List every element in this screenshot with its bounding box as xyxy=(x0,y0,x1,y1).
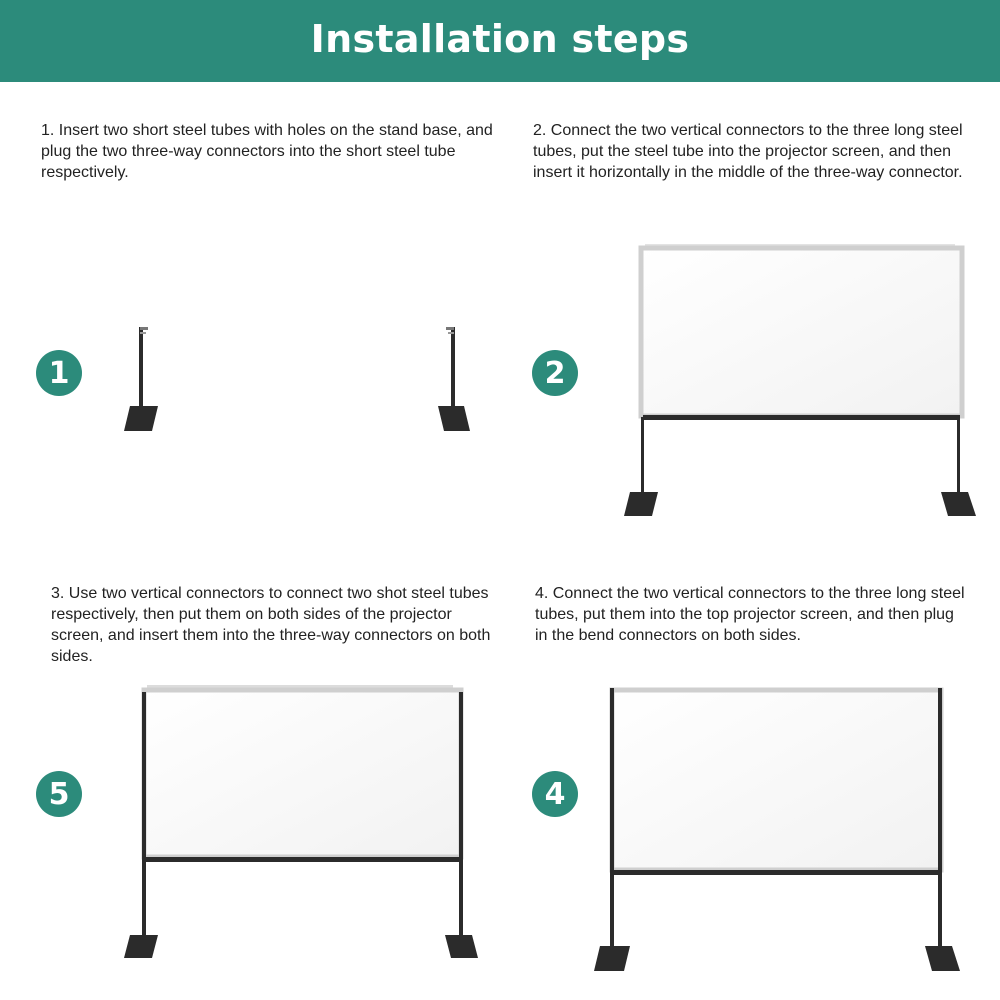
step-2-text: 2. Connect the two vertical connectors to the three long steel tubes, put the steel tube into the projector screen, and then insert it horizontally in the middle of the three-way connector. xyxy=(533,122,963,181)
step-1-text: 1. Insert two short steel tubes with holes on the stand base, and plug the two three-way connectors into the short steel tube respectively. xyxy=(41,122,493,181)
short-tube-right xyxy=(438,327,470,431)
step-badge-1: 1 xyxy=(36,350,82,396)
page-title: Installation steps xyxy=(310,17,690,61)
step-3-illustration xyxy=(124,685,478,958)
step-badge-3: 5 xyxy=(36,771,82,817)
step-4-illustration xyxy=(594,688,960,971)
step-badge-4: 4 xyxy=(532,771,578,817)
step-2-illustration xyxy=(624,244,976,516)
short-tube-left xyxy=(124,327,158,431)
step-badge-2: 2 xyxy=(532,350,578,396)
step-4-text: 4. Connect the two vertical connectors to the three long steel tubes, put them into the top projector screen, and then plug in the bend connectors on both sides. xyxy=(535,585,965,644)
step-1-illustration xyxy=(124,327,470,431)
step-3-text: 3. Use two vertical connectors to connect two shot steel tubes respectively, then put them on both sides of the projector screen, and insert them into the three-way connectors on both sides. xyxy=(51,585,491,665)
